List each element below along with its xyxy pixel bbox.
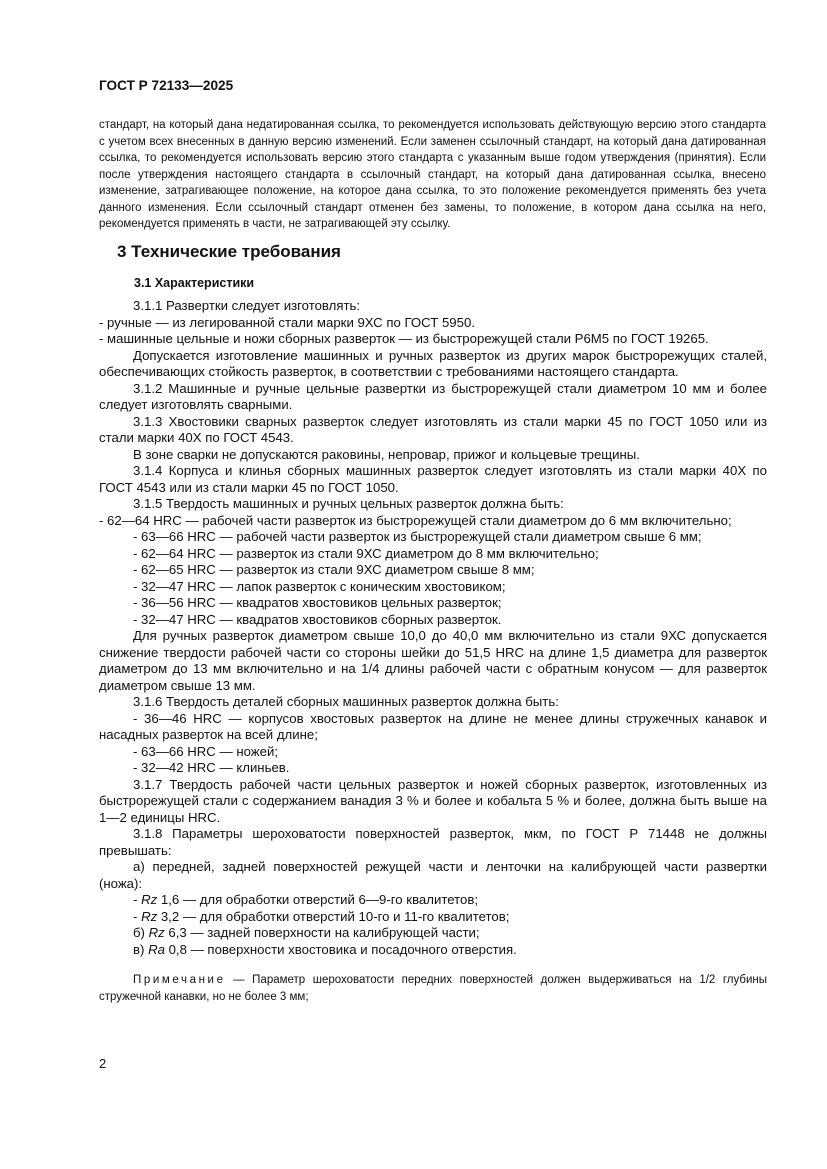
list-item: - 32—47 HRC — квадратов хвостовиков сборных разверток. <box>133 611 502 627</box>
paragraph-text: Допускается изготовление машинных и ручных разверток из других марок быстрорежущих сталей, обеспечивающих стойкость разверток, в соответствии с требованиями настоящего стандарта. <box>99 347 767 379</box>
roughness-item <box>99 909 767 926</box>
note-label: Примечание <box>133 974 226 986</box>
list-item: - 62—64 HRC — рабочей части разверток из быстрорежущей стали диаметром до 6 мм включительно; <box>99 512 732 528</box>
paragraph-3-1-6: 3.1.6 Твердость деталей сборных машинных разверток должна быть: <box>133 694 559 709</box>
roughness-item <box>99 892 767 909</box>
paragraph-3-1-1: 3.1.1 Развертки следует изготовлять: <box>133 298 361 313</box>
paragraph-text: Для ручных разверток диаметром свыше 10,0 до 40,0 мм включительно из стали 9ХС допускается снижение твердости рабочей части со стороны шейки до 51,5 HRC на длине 1,5 диаметра для разверток диаметром до 13 мм включительно и на 1/4 длины рабочей части с обратным конусом — для разверток диаметром свыше 13 мм. <box>99 628 767 693</box>
list-item: - 32—47 HRC — лапок разверток с коническим хвостовиком; <box>133 578 506 594</box>
document-code-header: ГОСТ Р 72133—2025 <box>99 78 234 93</box>
paragraph-3-1-5: 3.1.5 Твердость машинных и ручных цельных разверток должна быть: <box>133 496 564 511</box>
list-item: - машинные цельные и ножи сборных разверток — из быстрорежущей стали Р6М5 по ГОСТ 19265. <box>99 331 709 346</box>
roughness-item <box>99 925 767 942</box>
intro-paragraph-block <box>99 117 766 233</box>
section-heading: 3 Технические требования <box>117 242 341 261</box>
page-number: 2 <box>99 1056 107 1071</box>
list-item: - 63—66 HRC — ножей; <box>133 743 278 759</box>
note-paragraph <box>99 972 767 1005</box>
list-item: - 62—64 HRC — разверток из стали 9ХС диаметром до 8 мм включительно; <box>133 545 599 561</box>
item-prefix: - <box>133 892 142 907</box>
subsection-heading: 3.1 Характеристики <box>134 276 255 290</box>
paragraph-3-1-3: 3.1.3 Хвостовики сварных разверток следует изготовлять из стали марки 45 по ГОСТ 1050 или из стали марки 40Х по ГОСТ 4543. <box>99 413 767 445</box>
item-prefix: в) <box>133 941 149 957</box>
paragraph-text: В зоне сварки не допускаются раковины, непровар, прижог и кольцевые трещины. <box>133 446 640 462</box>
item-text: 3,2 — для обработки отверстий 10-го и 11-го квалитетов; <box>157 908 510 924</box>
roughness-symbol: Ra <box>148 941 165 957</box>
note-text: — Параметр шероховатости передних поверхностей должен выдерживаться на 1/2 глубины стружечной канавки, но не более 3 мм; <box>99 974 767 1003</box>
roughness-symbol: Rz <box>141 908 158 924</box>
roughness-item <box>99 942 767 959</box>
item-text: 6,3 — задней поверхности на калибрующей части; <box>164 925 480 940</box>
paragraph-3-1-2: 3.1.2 Машинные и ручные цельные развертки из быстрорежущей стали диаметром 10 мм и более следует изготовлять сварными. <box>99 380 767 412</box>
list-item: а) передней, задней поверхностей режущей части и ленточки на калибрующей части развертки (ножа): <box>99 859 767 891</box>
list-item: - 36—56 HRC — квадратов хвостовиков цельных разверток; <box>133 595 502 610</box>
paragraph-3-1-8: 3.1.8 Параметры шероховатости поверхностей разверток, мкм, по ГОСТ Р 71448 не должны превышать: <box>99 826 767 858</box>
roughness-symbol: Rz <box>141 892 158 907</box>
item-prefix: б) <box>133 925 149 940</box>
paragraph-3-1-4: 3.1.4 Корпуса и клинья сборных машинных разверток следует изготовлять из стали марки 40Х по ГОСТ 4543 или из стали марки 45 по ГОСТ 1050. <box>99 463 767 495</box>
list-item: - 63—66 HRC — рабочей части разверток из быстрорежущей стали диаметром свыше 6 мм; <box>133 529 702 544</box>
roughness-symbol: Rz <box>148 925 165 940</box>
item-text: 1,6 — для обработки отверстий 6—9-го квалитетов; <box>157 892 478 907</box>
item-prefix: - <box>133 908 142 924</box>
intro-paragraph: стандарт, на который дана недатированная ссылка, то рекомендуется использовать действующую версию этого стандарта с учетом всех внесенных в данную версию изменений. Если заменен ссылочный стандарт, на который дана датированная ссылка, то рекомендуется использовать версию этого стандарта с указанным выше годом утверждения (принятия). Если после утверждения настоящего стандарта в ссылочный стандарт, на который дана датированная ссылка, внесено изменение, затрагивающее положение, на которое дана ссылка, то это положение рекомендуется применять без учета данного изменения. Если ссылочный стандарт отменен без замены, то положение, в котором дана ссылка на него, рекомендуется применять в части, не затрагивающей эту ссылку. <box>99 119 766 230</box>
list-item: - 36—46 HRC — корпусов хвостовых разверток на длине не менее длины стружечных канавок и насадных разверток на всей длине; <box>99 710 767 742</box>
item-text: 0,8 — поверхности хвостовика и посадочного отверстия. <box>164 941 517 957</box>
list-item: - 32—42 HRC — клиньев. <box>133 760 290 775</box>
list-item: - ручные — из легированной стали марки 9ХС по ГОСТ 5950. <box>99 314 475 330</box>
paragraph-3-1-7: 3.1.7 Твердость рабочей части цельных разверток и ножей сборных разверток, изготовленных из быстрорежущей стали с содержанием ванадия 3 % и более и кобальта 5 % и более, должна быть выше на 1—2 единицы HRC. <box>99 776 767 825</box>
list-item: - 62—65 HRC — разверток из стали 9ХС диаметром свыше 8 мм; <box>133 562 535 577</box>
section-body <box>99 298 767 1005</box>
